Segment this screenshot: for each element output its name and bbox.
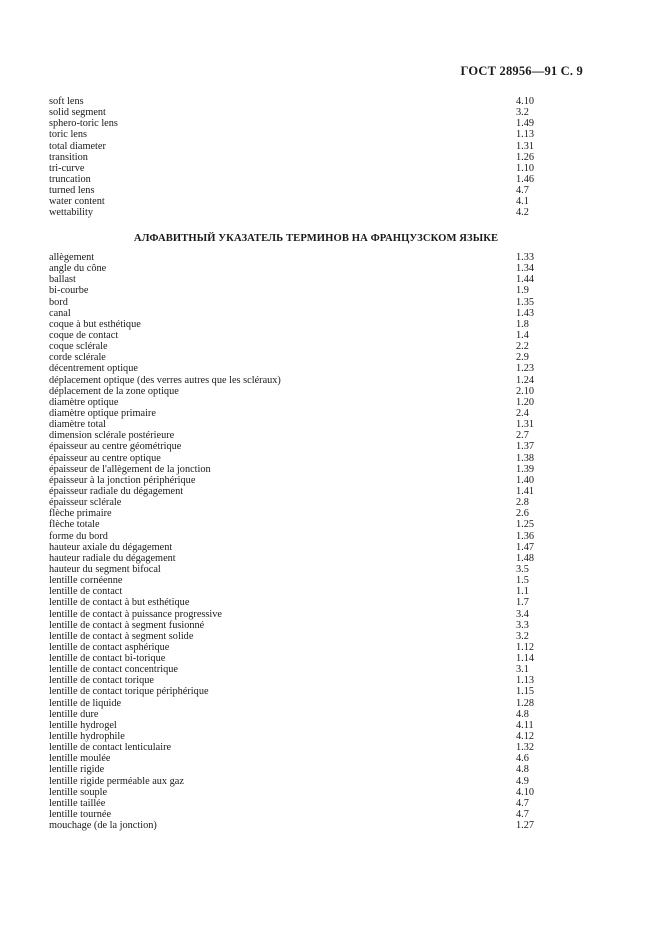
index-term: épaisseur de l'allègement de la jonction xyxy=(49,463,211,475)
index-ref-number: 2.6 xyxy=(516,508,529,520)
index-entry xyxy=(49,731,549,742)
index-term: décentrement optique xyxy=(49,363,138,375)
index-entry xyxy=(49,118,549,129)
index-entry xyxy=(49,642,549,653)
index-term: transition xyxy=(49,151,88,163)
index-ref-number: 1.39 xyxy=(516,463,535,475)
index-ref-number: 2.9 xyxy=(516,352,529,364)
index-term: lentille de contact à segment solide xyxy=(49,630,194,642)
index-ref-number: 4.7 xyxy=(516,185,529,197)
index-term: wettability xyxy=(49,207,94,219)
index-term: lentille hydrophile xyxy=(49,731,125,743)
index-ref-number: 4.8 xyxy=(516,708,529,720)
index-ref-number: 1.38 xyxy=(516,452,535,464)
index-term: total diameter xyxy=(49,140,106,152)
index-entry xyxy=(49,397,549,408)
index-term: coque à but esthétique xyxy=(49,318,141,330)
index-term: diamètre total xyxy=(49,419,106,431)
index-ref-number: 4.12 xyxy=(516,731,535,743)
index-ref-number: 2.10 xyxy=(516,385,535,397)
index-term: corde sclérale xyxy=(49,352,106,364)
index-entry xyxy=(49,319,549,330)
index-ref-number: 4.6 xyxy=(516,753,529,765)
index-term: épaisseur à la jonction périphérique xyxy=(49,474,196,486)
index-entry xyxy=(49,597,549,608)
index-ref-number: 1.32 xyxy=(516,742,535,754)
index-entry xyxy=(49,519,549,530)
index-entry xyxy=(49,174,549,185)
index-term: lentille rigide xyxy=(49,764,105,776)
index-entry xyxy=(49,297,549,308)
index-entry xyxy=(49,408,549,419)
index-ref-number: 1.14 xyxy=(516,653,535,665)
index-ref-number: 1.31 xyxy=(516,419,535,431)
index-ref-number: 1.25 xyxy=(516,519,535,531)
index-ref-number: 4.7 xyxy=(516,797,529,809)
index-entry xyxy=(49,419,549,430)
index-term: coque sclérale xyxy=(49,341,108,353)
index-entry xyxy=(49,263,549,274)
index-term: flèche totale xyxy=(49,519,100,531)
index-term: hauteur du segment bifocal xyxy=(49,563,161,575)
index-ref-number: 1.27 xyxy=(516,820,535,832)
index-term: épaisseur au centre géométrique xyxy=(49,441,182,453)
index-term: tri-curve xyxy=(49,162,85,174)
index-entry xyxy=(49,764,549,775)
index-ref-number: 3.1 xyxy=(516,664,529,676)
index-entry xyxy=(49,486,549,497)
index-entry xyxy=(49,564,549,575)
index-entry xyxy=(49,575,549,586)
index-ref-number: 1.26 xyxy=(516,151,535,163)
index-ref-number: 3.4 xyxy=(516,608,529,620)
index-ref-number: 1.13 xyxy=(516,129,535,141)
index-term: diamètre optique primaire xyxy=(49,407,156,419)
index-entry xyxy=(49,508,549,519)
index-entry xyxy=(49,653,549,664)
index-term: hauteur radiale du dégagement xyxy=(49,552,176,564)
index-entry xyxy=(49,152,549,163)
index-term: lentille dure xyxy=(49,708,99,720)
index-ref-number: 1.41 xyxy=(516,485,535,497)
index-term: diamètre optique xyxy=(49,396,119,408)
index-ref-number: 1.10 xyxy=(516,162,535,174)
index-term: lentille de contact concentrique xyxy=(49,664,178,676)
page-header: ГОСТ 28956—91 С. 9 xyxy=(460,64,583,78)
index-ref-number: 2.4 xyxy=(516,407,529,419)
index-term: lentille de contact torique xyxy=(49,675,154,687)
french-index-title: АЛФАВИТНЫЙ УКАЗАТЕЛЬ ТЕРМИНОВ НА ФРАНЦУЗСКОМ ЯЗЫКЕ xyxy=(133,233,499,244)
index-ref-number: 1.44 xyxy=(516,274,535,286)
index-ref-number: 2.2 xyxy=(516,341,529,353)
index-ref-number: 1.9 xyxy=(516,285,529,297)
index-entry xyxy=(49,497,549,508)
index-entry xyxy=(49,375,549,386)
index-term: turned lens xyxy=(49,185,95,197)
index-ref-number: 1.36 xyxy=(516,530,535,542)
index-ref-number: 1.40 xyxy=(516,474,535,486)
index-entry xyxy=(49,185,549,196)
index-ref-number: 1.48 xyxy=(516,552,535,564)
index-ref-number: 1.43 xyxy=(516,307,535,319)
index-entry xyxy=(49,675,549,686)
index-ref-number: 1.8 xyxy=(516,318,529,330)
index-entry xyxy=(49,542,549,553)
index-entry xyxy=(49,430,549,441)
index-term: water content xyxy=(49,196,105,208)
index-ref-number: 3.2 xyxy=(516,107,529,119)
index-term: lentille cornéenne xyxy=(49,575,123,587)
index-entry xyxy=(49,586,549,597)
index-term: dimension sclérale postérieure xyxy=(49,430,175,442)
index-entry xyxy=(49,553,549,564)
index-entry xyxy=(49,720,549,731)
index-entry xyxy=(49,609,549,620)
index-term: déplacement optique (des verres autres que les scléraux) xyxy=(49,374,281,386)
index-term: forme du bord xyxy=(49,530,108,542)
index-term: épaisseur au centre optique xyxy=(49,452,161,464)
index-term: toric lens xyxy=(49,129,88,141)
index-entry xyxy=(49,631,549,642)
index-ref-number: 4.1 xyxy=(516,196,529,208)
index-term: allègement xyxy=(49,252,95,263)
index-ref-number: 2.8 xyxy=(516,497,529,509)
index-ref-number: 1.28 xyxy=(516,697,535,709)
index-term: lentille de contact à segment fusionné xyxy=(49,619,205,631)
index-ref-number: 1.4 xyxy=(516,329,529,341)
index-entry xyxy=(49,207,549,218)
index-entry xyxy=(49,475,549,486)
index-term: lentille de contact xyxy=(49,586,123,598)
index-term: bi-courbe xyxy=(49,285,89,297)
index-ref-number: 4.11 xyxy=(516,719,534,731)
index-ref-number: 1.35 xyxy=(516,296,535,308)
index-entry xyxy=(49,330,549,341)
index-term: hauteur axiale du dégagement xyxy=(49,541,173,553)
index-ref-number: 1.34 xyxy=(516,263,535,275)
index-term: ballast xyxy=(49,274,76,286)
index-term: sphero-toric lens xyxy=(49,118,118,130)
index-ref-number: 1.33 xyxy=(516,252,535,263)
index-ref-number: 1.20 xyxy=(516,396,535,408)
index-ref-number: 4.9 xyxy=(516,775,529,787)
index-entry xyxy=(49,686,549,697)
index-ref-number: 1.5 xyxy=(516,575,529,587)
index-term: lentille de contact torique périphérique xyxy=(49,686,209,698)
index-ref-number: 3.5 xyxy=(516,563,529,575)
index-ref-number: 4.7 xyxy=(516,809,529,821)
index-entry xyxy=(49,96,549,107)
index-term: canal xyxy=(49,307,71,319)
index-term: coque de contact xyxy=(49,329,119,341)
index-term: soft lens xyxy=(49,96,84,107)
index-term: lentille de contact à but esthétique xyxy=(49,597,190,609)
index-ref-number: 3.3 xyxy=(516,619,529,631)
index-entry xyxy=(49,274,549,285)
index-ref-number: 1.7 xyxy=(516,597,529,609)
index-term: lentille souple xyxy=(49,786,108,798)
index-ref-number: 1.1 xyxy=(516,586,529,598)
index-entry xyxy=(49,252,549,263)
index-entry xyxy=(49,820,549,831)
index-entry xyxy=(49,531,549,542)
index-ref-number: 2.7 xyxy=(516,430,529,442)
index-ref-number: 4.10 xyxy=(516,786,535,798)
index-term: épaisseur sclérale xyxy=(49,497,122,509)
index-term: lentille tournée xyxy=(49,809,112,821)
index-entry xyxy=(49,107,549,118)
index-entry xyxy=(49,363,549,374)
index-entry xyxy=(49,787,549,798)
index-term: lentille taillée xyxy=(49,797,106,809)
index-term: déplacement de la zone optique xyxy=(49,385,179,397)
index-term: lentille de contact bi-torique xyxy=(49,653,166,665)
index-entry xyxy=(49,441,549,452)
index-term: lentille de contact asphérique xyxy=(49,641,170,653)
index-term: lentille de contact lenticulaire xyxy=(49,742,172,754)
index-entry xyxy=(49,709,549,720)
index-entry xyxy=(49,453,549,464)
index-term: lentille de contact à puissance progressive xyxy=(49,608,222,620)
index-ref-number: 4.8 xyxy=(516,764,529,776)
index-entry xyxy=(49,308,549,319)
index-ref-number: 1.24 xyxy=(516,374,535,386)
index-ref-number: 4.10 xyxy=(516,96,535,107)
index-entry xyxy=(49,163,549,174)
index-term: truncation xyxy=(49,173,91,185)
index-term: lentille hydrogel xyxy=(49,719,117,731)
index-ref-number: 3.2 xyxy=(516,630,529,642)
index-ref-number: 1.46 xyxy=(516,173,535,185)
index-entry xyxy=(49,620,549,631)
index-entry xyxy=(49,129,549,140)
index-ref-number: 1.12 xyxy=(516,641,535,653)
index-ref-number: 1.23 xyxy=(516,363,535,375)
index-term: flèche primaire xyxy=(49,508,112,520)
index-entry xyxy=(49,753,549,764)
index-entry xyxy=(49,285,549,296)
index-entry xyxy=(49,776,549,787)
index-entry xyxy=(49,386,549,397)
index-term: bord xyxy=(49,296,68,308)
index-entry xyxy=(49,464,549,475)
index-term: épaisseur radiale du dégagement xyxy=(49,485,184,497)
index-entry xyxy=(49,809,549,820)
index-entry xyxy=(49,196,549,207)
index-ref-number: 1.31 xyxy=(516,140,535,152)
french-terms-list xyxy=(49,252,549,831)
index-entry xyxy=(49,798,549,809)
index-term: lentille moulée xyxy=(49,753,111,765)
index-ref-number: 1.49 xyxy=(516,118,535,130)
index-term: lentille rigide perméable aux gaz xyxy=(49,775,184,787)
index-ref-number: 1.15 xyxy=(516,686,535,698)
index-term: angle du cône xyxy=(49,263,107,275)
english-terms-list xyxy=(49,96,549,219)
index-entry xyxy=(49,352,549,363)
index-entry xyxy=(49,341,549,352)
index-entry xyxy=(49,141,549,152)
index-ref-number: 1.47 xyxy=(516,541,535,553)
index-ref-number: 4.2 xyxy=(516,207,529,219)
index-term: lentille de liquide xyxy=(49,697,122,709)
index-ref-number: 1.37 xyxy=(516,441,535,453)
index-entry xyxy=(49,698,549,709)
index-term: solid segment xyxy=(49,107,106,119)
index-term: mouchage (de la jonction) xyxy=(49,820,157,832)
index-entry xyxy=(49,664,549,675)
index-ref-number: 1.13 xyxy=(516,675,535,687)
index-entry xyxy=(49,742,549,753)
